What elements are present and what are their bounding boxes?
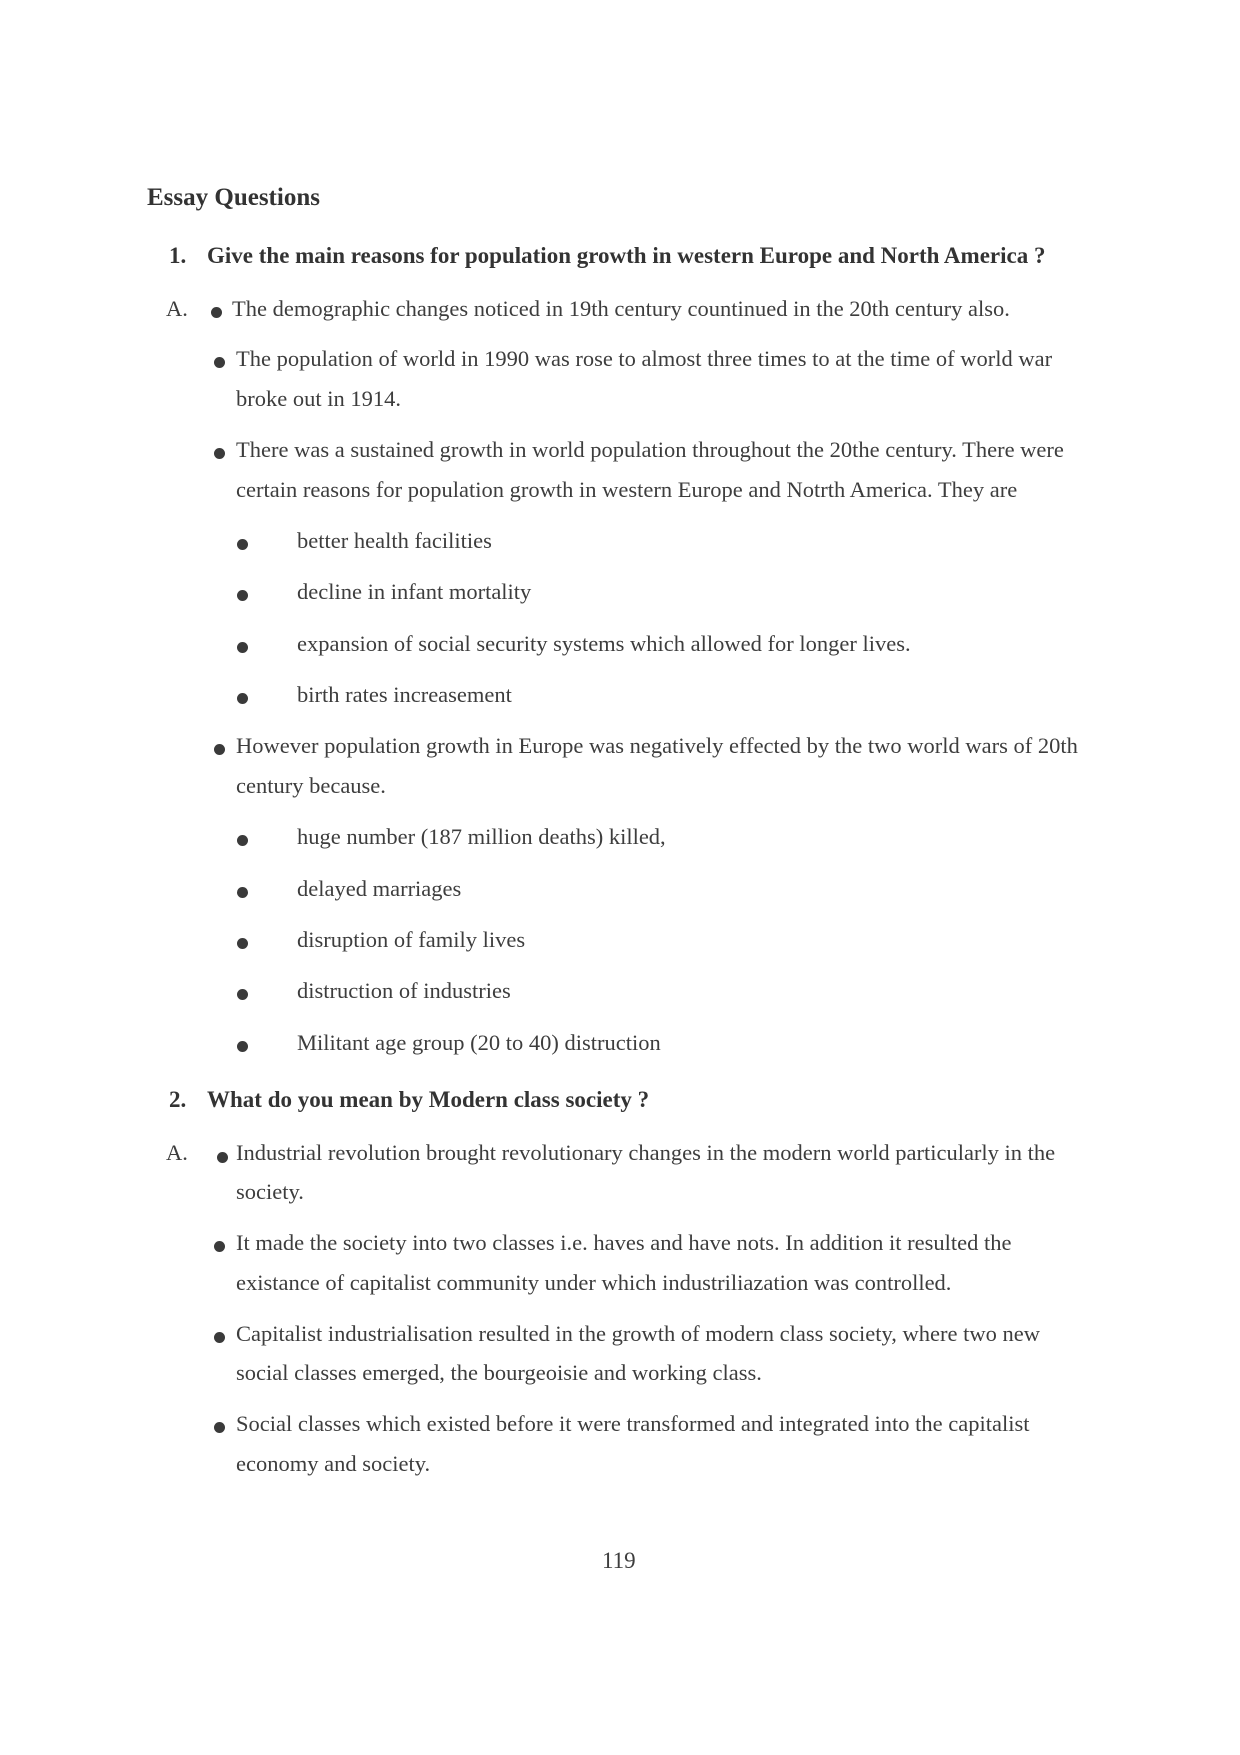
answer-1-point-2-line-2: broke out in 1914. (236, 386, 401, 411)
bullet-icon (214, 1332, 225, 1343)
answer-2-point-3-line-1: Capitalist industrialisation resulted in the growth of modern class society, where two new (236, 1321, 1040, 1346)
answer-1-point-1-line-1: The demographic changes noticed in 19th century countinued in the 20th century also. (232, 296, 1010, 321)
bullet-icon (214, 357, 225, 368)
bullet-icon (214, 1241, 225, 1252)
bullet-icon (237, 642, 248, 653)
answer-2-point-2-line-2: existance of capitalist community under which industriliazation was controlled. (236, 1270, 952, 1295)
bullet-icon (211, 307, 222, 318)
question-2-number: 2. (169, 1087, 187, 1112)
bullet-icon (237, 887, 248, 898)
answer-1-point-4-line-2: century because. (236, 773, 386, 798)
bullet-icon (214, 1422, 225, 1433)
answer-1-subpoint: expansion of social security systems which allowed for longer lives. (297, 631, 911, 656)
answer-1-point-3-line-2: certain reasons for population growth in western Europe and Notrth America. They are (236, 477, 1018, 502)
bullet-icon (237, 1041, 248, 1052)
answer-1-point-3-line-1: There was a sustained growth in world population throughout the 20the century. There were (236, 437, 1064, 462)
question-1-number: 1. (169, 243, 187, 268)
answer-2-marker: A. (166, 1140, 188, 1165)
page-number: 119 (602, 1548, 636, 1573)
bullet-icon (217, 1152, 228, 1163)
bullet-icon (237, 693, 248, 704)
bullet-icon (237, 590, 248, 601)
answer-2-point-1-line-1: Industrial revolution brought revolutionary changes in the modern world particularly in the (236, 1140, 1056, 1165)
bullet-icon (237, 539, 248, 550)
bullet-icon (237, 938, 248, 949)
answer-1-subpoint: birth rates increasement (297, 682, 512, 707)
answer-1-subpoint: disruption of family lives (297, 927, 526, 952)
answer-1-point-2-line-1: The population of world in 1990 was rose to almost three times to at the time of world war (236, 346, 1053, 371)
answer-1-subpoint: delayed marriages (297, 876, 462, 901)
question-2-text: What do you mean by Modern class society ? (207, 1087, 650, 1112)
answer-1-point-4-line-1: However population growth in Europe was negatively effected by the two world wars of 20th (236, 733, 1078, 758)
answer-2-point-4-line-1: Social classes which existed before it were transformed and integrated into the capitalist (236, 1411, 1030, 1436)
answer-1-subpoint: decline in infant mortality (297, 579, 532, 604)
bullet-icon (214, 448, 225, 459)
bullet-icon (214, 744, 225, 755)
answer-1-subpoint: better health facilities (297, 528, 492, 553)
answer-1-subpoint: huge number (187 million deaths) killed, (297, 824, 666, 849)
answer-1-subpoint: distruction of industries (297, 978, 511, 1003)
answer-1-marker: A. (166, 296, 188, 321)
answer-2-point-4-line-2: economy and society. (236, 1451, 431, 1476)
bullet-icon (237, 989, 248, 1000)
answer-1-subpoint: Militant age group (20 to 40) distruction (297, 1030, 661, 1055)
section-title: Essay Questions (147, 184, 320, 211)
answer-2-point-2-line-1: It made the society into two classes i.e. haves and have nots. In addition it resulted the (236, 1230, 1012, 1255)
bullet-icon (237, 835, 248, 846)
answer-2-point-3-line-2: social classes emerged, the bourgeoisie and working class. (236, 1360, 762, 1385)
question-1-text: Give the main reasons for population growth in western Europe and North America ? (207, 243, 1046, 268)
answer-2-point-1-line-2: society. (236, 1179, 304, 1204)
